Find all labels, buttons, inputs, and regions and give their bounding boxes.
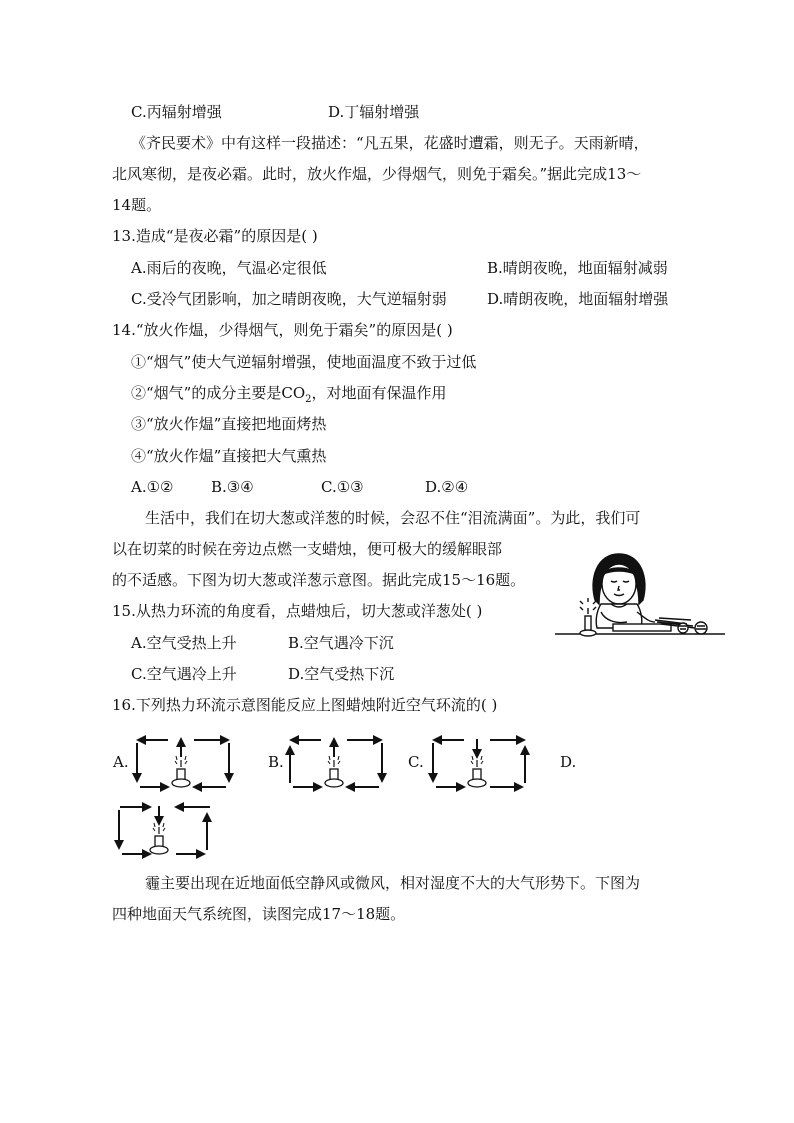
q15-option-a: A.空气受热上升 <box>131 634 237 652</box>
q13-option-b: B.晴朗夜晚，地面辐射减弱 <box>487 259 668 277</box>
passage2-line3: 的不适感。下图为切大葱或洋葱示意图。据此完成15～16题。 <box>112 571 526 589</box>
passage1-line3: 14题。 <box>112 196 162 214</box>
passage1-line2: 北风寒彻，是夜必霜。此时，放火作煴，少得烟气，则免于霜矣。”据此完成13～ <box>112 165 642 183</box>
q14-statement-1: ①“烟气”使大气逆辐射增强，使地面温度不致于过低 <box>131 353 477 371</box>
passage3-line1: 霾主要出现在近地面低空静风或微风，相对湿度不大的大气形势下。下图为 <box>145 874 641 892</box>
q15-option-d: D.空气受热下沉 <box>288 665 395 683</box>
q13-option-a: A.雨后的夜晚，气温必定很低 <box>131 259 327 277</box>
q16-label-a: A. <box>113 753 129 771</box>
onion-cutting-illustration <box>555 548 730 644</box>
q13-option-d: D.晴朗夜晚，地面辐射增强 <box>487 290 669 308</box>
circulation-diagram-b <box>285 735 389 793</box>
q14-option-d: D.②④ <box>425 478 469 496</box>
q14-stem: 14.“放火作煴，少得烟气，则免于霜矣”的原因是( ) <box>112 321 453 339</box>
passage1-line1: 《齐民要术》中有这样一段描述：“凡五果，花盛时遭霜，则无子。天雨新晴， <box>131 134 649 152</box>
q14-statement-3: ③“放火作煴”直接把地面烤热 <box>131 415 327 433</box>
circulation-diagram-a <box>132 735 236 793</box>
q14-statement-2: ②“烟气”的成分主要是$CO_2$，对地面有保温作用 <box>131 384 447 405</box>
passage2-line2: 以在切菜的时候在旁边点燃一支蜡烛，便可极大的缓解眼部 <box>112 540 503 558</box>
q13-option-c: C.受冷气团影响，加之晴朗夜晚，大气逆辐射弱 <box>131 290 447 308</box>
circulation-diagram-c <box>428 735 532 793</box>
passage2-line1: 生活中，我们在切大葱或洋葱的时候，会忍不住“泪流满面”。为此，我们可 <box>145 509 641 527</box>
passage3-line2: 四种地面天气系统图，读图完成17～18题。 <box>112 905 406 923</box>
q14-option-a: A.①② <box>131 478 174 496</box>
q16-label-c: C. <box>408 753 424 771</box>
q12-option-c: C.丙辐射增强 <box>131 103 222 121</box>
q16-label-d: D. <box>560 753 577 771</box>
q14-statement-4: ④“放火作煴”直接把大气熏热 <box>131 447 327 465</box>
circulation-diagram-d <box>114 802 218 860</box>
q16-label-b: B. <box>268 753 284 771</box>
q15-option-c: C.空气遇冷上升 <box>131 665 237 683</box>
q15-stem: 15.从热力环流的角度看，点蜡烛后，切大葱或洋葱处( ) <box>112 602 483 620</box>
q14-option-c: C.①③ <box>321 478 364 496</box>
q15-option-b: B.空气遇冷下沉 <box>288 634 394 652</box>
q12-option-d: D.丁辐射增强 <box>328 103 420 121</box>
q16-stem: 16.下列热力环流示意图能反应上图蜡烛附近空气环流的( ) <box>112 696 498 714</box>
q14-option-b: B.③④ <box>211 478 254 496</box>
q13-stem: 13.造成“是夜必霜”的原因是( ) <box>112 227 318 245</box>
